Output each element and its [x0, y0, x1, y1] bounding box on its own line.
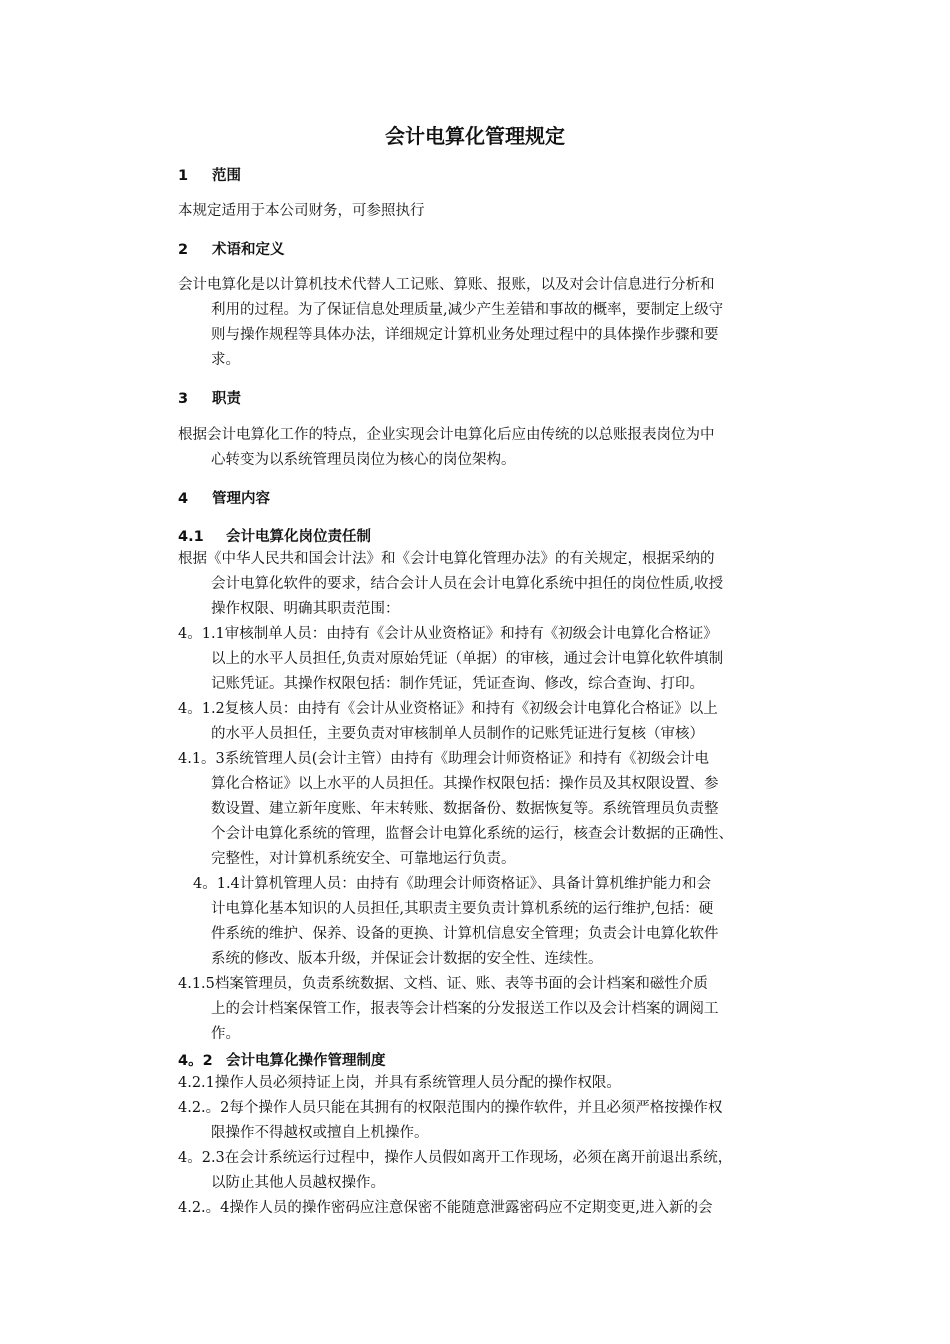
subsection-number: 4.1 [178, 529, 204, 545]
section-title: 术语和定义 [212, 242, 285, 258]
subsection-heading-4-2 [178, 1049, 386, 1070]
paragraph-line: 则与操作规程等具体办法，详细规定计算机业务处理过程中的具体操作步骤和要 [211, 327, 719, 343]
paragraph-line: 以防止其他人员越权操作。 [211, 1175, 385, 1191]
paragraph-line: 4。1.1审核制单人员：由持有《会计从业资格证》和持有《初级会计电算化合格证》 [178, 626, 718, 642]
section-title: 范围 [212, 168, 241, 184]
section-number: 1 [178, 168, 189, 184]
paragraph-line: 完整性，对计算机系统安全、可靠地运行负责。 [211, 851, 516, 867]
paragraph-line: 4.2.1操作人员必须持证上岗，并具有系统管理人员分配的操作权限。 [178, 1075, 621, 1091]
definition-paragraph [178, 273, 723, 373]
paragraph-line: 4.2.。2每个操作人员只能在其拥有的权限范围内的操作软件，并且必须严格按操作权 [178, 1100, 723, 1116]
paragraph-line: 数设置、建立新年度账、年末转账、数据备份、数据恢复等。系统管理员负责整 [211, 801, 719, 817]
subsection-heading-4-1 [178, 525, 371, 546]
paragraph-line: 会计电算化软件的要求，结合会计人员在会计电算化系统中担任的岗位性质,收授 [211, 576, 724, 592]
section-heading-management [178, 487, 270, 508]
subsection-intro-paragraph [178, 547, 723, 622]
item-4-2-4 [178, 1196, 713, 1221]
paragraph-line: 根据会计电算化工作的特点，企业实现会计电算化后应由传统的以总账报表岗位为中 [178, 427, 715, 443]
item-4-2-2 [178, 1096, 722, 1146]
section-heading-scope [178, 164, 241, 185]
paragraph-line: 计电算化基本知识的人员担任,其职责主要负责计算机系统的运行维护,包括：硬 [211, 901, 714, 917]
paragraph-line: 以上的水平人员担任,负责对原始凭证（单据）的审核，通过会计电算化软件填制 [211, 651, 724, 667]
paragraph-line: 4。1.2复核人员：由持有《会计从业资格证》和持有《初级会计电算化合格证》以上 [178, 701, 718, 717]
item-4-1-2 [178, 697, 718, 747]
section-title: 职责 [212, 391, 241, 407]
paragraph-line: 4。2.3在会计系统运行过程中，操作人员假如离开工作现场，必须在离开前退出系统， [178, 1150, 733, 1166]
paragraph-line: 利用的过程。为了保证信息处理质量,减少产生差错和事故的概率，要制定上级守 [211, 302, 724, 318]
paragraph-line: 心转变为以系统管理员岗位为核心的岗位架构。 [211, 452, 516, 468]
section-title: 管理内容 [212, 491, 270, 507]
subsection-number: 4。2 [178, 1053, 213, 1069]
item-4-1-3 [178, 747, 733, 872]
document-title: 会计电算化管理规定 [385, 124, 565, 148]
paragraph-line: 作。 [211, 1026, 240, 1042]
section-heading-definitions [178, 238, 285, 259]
paragraph-line: 上的会计档案保管工作，报表等会计档案的分发报送工作以及会计档案的调阅工 [211, 1001, 719, 1017]
paragraph-line: 限操作不得越权或擅自上机操作。 [211, 1125, 429, 1141]
paragraph-line: 本规定适用于本公司财务，可参照执行 [178, 203, 425, 219]
item-4-1-5 [178, 972, 719, 1047]
paragraph-line: 系统的修改、版本升级，并保证会计数据的安全性、连续性。 [211, 951, 603, 967]
paragraph-line: 会计电算化是以计算机技术代替人工记账、算账、报账，以及对会计信息进行分析和 [178, 277, 715, 293]
paragraph-line: 个会计电算化系统的管理，监督会计电算化系统的运行，核查会计数据的正确性、 [211, 826, 733, 842]
item-4-2-1 [178, 1071, 621, 1096]
subsection-title: 会计电算化岗位责任制 [226, 529, 371, 545]
item-4-2-3 [178, 1146, 732, 1196]
section-number: 3 [178, 391, 189, 407]
paragraph-line: 记账凭证。其操作权限包括：制作凭证，凭证查询、修改，综合查询、打印。 [211, 676, 704, 692]
paragraph-line: 的水平人员担任，主要负责对审核制单人员制作的记账凭证进行复核（审核） [211, 726, 704, 742]
section-number: 4 [178, 491, 189, 507]
paragraph-line: 4.1.5档案管理员，负责系统数据、文档、证、账、表等书面的会计档案和磁性介质 [178, 976, 708, 992]
paragraph-line: 算化合格证》以上水平的人员担任。其操作权限包括：操作员及其权限设置、参 [211, 776, 719, 792]
subsection-title: 会计电算化操作管理制度 [226, 1053, 386, 1069]
scope-paragraph [178, 199, 425, 224]
paragraph-line: 4.2.。4操作人员的操作密码应注意保密不能随意泄露密码应不定期变更,进入新的会 [178, 1200, 713, 1216]
section-number: 2 [178, 242, 189, 258]
paragraph-line: 4.1。3系统管理人员(会计主管）由持有《助理会计师资格证》和持有《初级会计电 [178, 751, 709, 767]
paragraph-line: 操作权限、明确其职责范围： [211, 601, 400, 617]
paragraph-line: 求。 [211, 352, 240, 368]
section-heading-duties [178, 387, 241, 408]
duty-paragraph [178, 423, 715, 473]
item-4-1-1 [178, 622, 723, 697]
paragraph-line: 根据《中华人民共和国会计法》和《会计电算化管理办法》的有关规定，根据采纳的 [178, 551, 715, 567]
paragraph-line: 4。1.4计算机管理人员：由持有《助理会计师资格证》、具备计算机维护能力和会 [193, 876, 712, 892]
item-4-1-4 [193, 872, 719, 972]
paragraph-line: 件系统的维护、保养、设备的更换、计算机信息安全管理；负责会计电算化软件 [211, 926, 719, 942]
